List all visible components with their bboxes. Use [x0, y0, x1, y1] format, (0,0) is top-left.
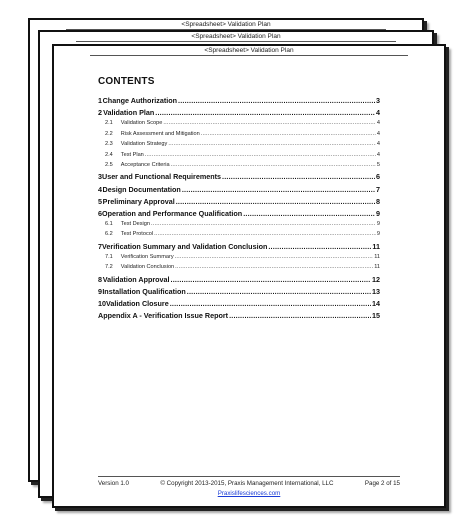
- toc-dot-leader: [222, 172, 375, 181]
- toc-entry-title: Acceptance Criteria: [120, 161, 170, 168]
- front-page: [52, 44, 446, 508]
- toc-entry-page: 4: [376, 108, 380, 118]
- toc-entry-number: 6.2: [105, 231, 113, 238]
- toc-entry[interactable]: [98, 275, 380, 287]
- toc-entry-page: 11: [372, 241, 380, 251]
- footer-copyright: © Copyright 2013-2015, Praxis Management International, LLC: [160, 480, 334, 487]
- toc-dot-leader: [175, 254, 374, 260]
- toc-dot-leader: [154, 231, 376, 237]
- toc-entry-page: 4: [376, 151, 380, 158]
- back-page-2-header: <Spreadsheet> Validation Plan: [76, 33, 396, 42]
- toc-entry[interactable]: [98, 264, 380, 274]
- toc-entry-number: 2.1: [105, 120, 113, 127]
- toc-entry-page: 6: [376, 172, 380, 182]
- toc-entry-title: Verification Summary and Validation Conclusion: [102, 241, 268, 251]
- toc-entry[interactable]: [98, 231, 380, 241]
- toc-dot-leader: [176, 197, 375, 206]
- toc-entry[interactable]: [98, 108, 380, 120]
- toc-entry-page: 7: [376, 184, 380, 194]
- toc-dot-leader: [175, 264, 373, 270]
- toc-entry[interactable]: [98, 152, 380, 162]
- toc-entry-page: 8: [376, 196, 380, 206]
- toc-entry[interactable]: [98, 221, 380, 231]
- toc-entry-page: 9: [376, 221, 380, 228]
- toc-entry-number: 2.3: [105, 141, 113, 148]
- toc-entry[interactable]: [98, 172, 380, 184]
- toc-dot-leader: [171, 275, 371, 284]
- toc-entry-page: 5: [376, 161, 380, 168]
- toc-entry[interactable]: [98, 209, 380, 221]
- toc-dot-leader: [178, 96, 375, 105]
- toc-entry-number: 5: [98, 196, 102, 206]
- table-of-contents: [98, 96, 380, 324]
- toc-dot-leader: [163, 120, 376, 126]
- toc-entry[interactable]: [98, 120, 380, 130]
- toc-dot-leader: [145, 152, 376, 158]
- toc-entry-title: Test Protocol: [120, 231, 154, 238]
- toc-dot-leader: [168, 141, 376, 147]
- footer-page-number: Page 2 of 15: [364, 480, 400, 487]
- toc-entry-number: 8: [98, 274, 102, 284]
- toc-entry-page: 11: [374, 254, 380, 261]
- toc-entry-title: Installation Qualification: [102, 287, 186, 297]
- toc-entry-number: 7.2: [105, 264, 113, 271]
- toc-dot-leader: [201, 131, 376, 137]
- toc-entry-number: 2.2: [105, 130, 113, 137]
- toc-entry-title: Validation Plan: [103, 108, 155, 118]
- toc-entry[interactable]: [98, 131, 380, 141]
- page-header: <Spreadsheet> Validation Plan: [90, 47, 408, 56]
- toc-entry-page: 9: [376, 231, 380, 238]
- toc-entry-title: Test Plan: [120, 151, 144, 158]
- toc-entry-number: 7: [98, 241, 102, 251]
- toc-entry[interactable]: [98, 197, 380, 209]
- toc-dot-leader: [151, 221, 376, 227]
- toc-entry-title: Preliminary Approval: [102, 196, 175, 206]
- toc-entry-number: 10: [98, 299, 106, 309]
- toc-dot-leader: [243, 209, 375, 218]
- toc-dot-leader: [268, 242, 371, 251]
- toc-entry-number: 6: [98, 208, 102, 218]
- toc-entry-title: Validation Closure: [106, 299, 169, 309]
- toc-entry-page: 3: [376, 96, 380, 105]
- toc-entry[interactable]: [98, 299, 380, 311]
- toc-entry-page: 13: [372, 287, 380, 297]
- toc-entry[interactable]: [98, 311, 380, 323]
- toc-entry-title: Validation Conclusion: [120, 264, 175, 271]
- toc-entry-title: Verification Summary: [120, 254, 174, 261]
- toc-entry-page: 4: [376, 130, 380, 137]
- toc-entry-title: Validation Scope: [120, 120, 163, 127]
- toc-entry-title: Change Authorization: [102, 96, 178, 105]
- toc-entry[interactable]: [98, 185, 380, 197]
- toc-entry-title: User and Functional Requirements: [102, 172, 222, 182]
- toc-entry-number: 7.1: [105, 254, 113, 261]
- toc-dot-leader: [187, 287, 371, 296]
- toc-entry-number: 2.5: [105, 161, 113, 168]
- toc-entry-page: 4: [376, 120, 380, 127]
- toc-entry-title: Test Design: [120, 221, 151, 228]
- toc-entry[interactable]: [98, 242, 380, 254]
- footer-version: Version 1.0: [98, 480, 129, 487]
- toc-dot-leader: [182, 185, 375, 194]
- toc-entry-number: 2: [98, 108, 102, 118]
- toc-dot-leader: [170, 299, 371, 308]
- toc-entry-title: Operation and Performance Qualification: [102, 208, 243, 218]
- toc-entry-number: 2.4: [105, 151, 113, 158]
- toc-entry[interactable]: [98, 162, 380, 172]
- contents-title: CONTENTS: [98, 76, 155, 87]
- toc-entry-title: Validation Approval: [102, 274, 170, 284]
- toc-entry[interactable]: [98, 254, 380, 264]
- footer-website-link[interactable]: Praxislifesciences.com: [217, 490, 281, 497]
- toc-entry-page: 14: [372, 299, 380, 309]
- toc-dot-leader: [171, 162, 376, 168]
- toc-entry-number: 6.1: [105, 221, 113, 228]
- toc-entry-page: 15: [372, 311, 380, 321]
- toc-dot-leader: [155, 108, 375, 117]
- toc-entry-number: 1: [98, 96, 102, 105]
- toc-entry[interactable]: [98, 141, 380, 151]
- toc-entry-number: 3: [98, 172, 102, 182]
- toc-entry-number: 4: [98, 184, 102, 194]
- back-page-1-header: <Spreadsheet> Validation Plan: [66, 21, 386, 30]
- toc-entry-title: Appendix A - Verification Issue Report: [98, 311, 229, 321]
- toc-entry-page: 9: [376, 208, 380, 218]
- toc-entry-title: Validation Strategy: [120, 141, 168, 148]
- page-footer: [98, 476, 400, 497]
- toc-entry-number: 9: [98, 287, 102, 297]
- toc-entry-page: 11: [374, 264, 380, 271]
- toc-entry[interactable]: [98, 287, 380, 299]
- toc-entry-page: 12: [372, 274, 380, 284]
- toc-entry[interactable]: [98, 96, 380, 108]
- toc-dot-leader: [229, 311, 371, 320]
- toc-entry-title: Risk Assessment and Mitigation: [120, 130, 200, 137]
- toc-entry-title: Design Documentation: [102, 184, 181, 194]
- toc-entry-page: 4: [376, 141, 380, 148]
